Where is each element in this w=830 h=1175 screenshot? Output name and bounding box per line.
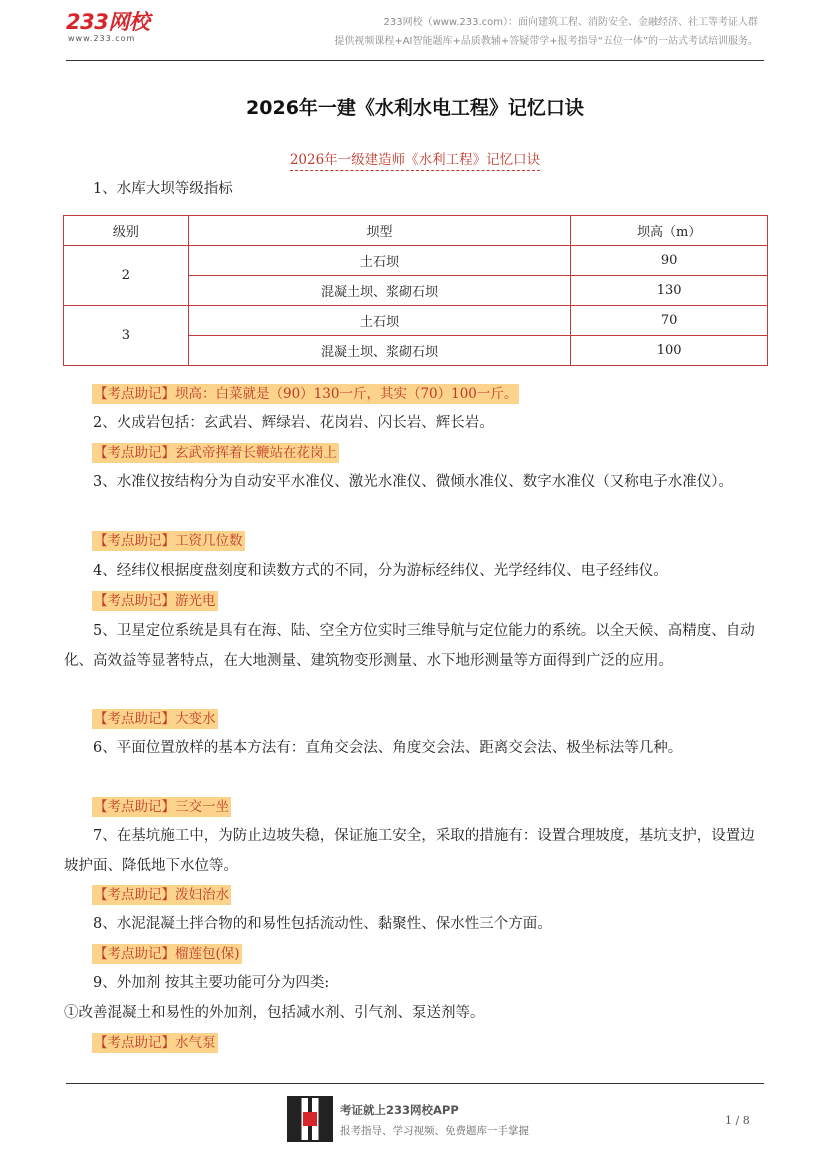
table-row (64, 306, 768, 336)
slogan-line-1: 233网校（www.233.com）：面向建筑工程、消防安全、金融经济、社工等考证人群 (383, 17, 758, 28)
height-cell: 130 (571, 276, 768, 306)
footer-app-slogan: 考证就上233网校APP (340, 1103, 459, 1117)
paragraph-5: 5、卫星定位系统是具有在海、陆、空全方位实时三维导航与定位能力的系统。以全天候、高精度、自动化、高效益等显著特点，在大地测量、建筑物变形测量、水下地形测量等方面得到广泛的应用。 (64, 623, 755, 669)
paragraph-4: 4、经纬仪根据度盘刻度和读数方式的不同，分为游标经纬仪、光学经纬仪、电子经纬仪。 (93, 563, 668, 579)
memory-tip-1: 【考点助记】坝高：白菜就是（90）130一斤，其实（70）100一斤。 (94, 386, 518, 402)
memory-tip-4: 【考点助记】游光电 (94, 593, 216, 609)
memory-tip-9: 【考点助记】水气泵 (94, 1035, 216, 1051)
memory-tip-6: 【考点助记】三交一坐 (94, 799, 229, 815)
paragraph-3: 3、水准仪按结构分为自动安平水准仪、激光水准仪、微倾水准仪、数字水准仪（又称电子水准仪）。 (93, 474, 733, 490)
level-cell: 3 (64, 306, 189, 366)
site-logo[interactable] (66, 10, 149, 43)
footer-app-desc: 报考指导、学习视频、免费题库一手掌握 (340, 1125, 529, 1137)
memory-tip-8: 【考点助记】榴莲包(保) (94, 946, 240, 962)
paragraph-2: 2、火成岩包括：玄武岩、辉绿岩、花岗岩、闪长岩、辉长岩。 (93, 415, 494, 431)
paragraph-8: 8、水泥混凝土拌合物的和易性包括流动性、黏聚性、保水性三个方面。 (93, 916, 552, 932)
document-title: 2026年一建《水利水电工程》记忆口诀 (246, 97, 584, 119)
slogan-line-2: 提供视频课程+AI智能题库+品质教辅+答疑带学+报考指导“五位一体”的一站式考试培训服务。 (334, 36, 758, 47)
footer-divider (66, 1083, 764, 1084)
paragraph-7: 7、在基坑施工中，为防止边坡失稳，保证施工安全，采取的措施有：设置合理坡度，基坑支护，设置边坡护面、降低地下水位等。 (64, 828, 755, 874)
type-cell: 混凝土坝、浆砌石坝 (188, 276, 570, 306)
header-cell-type: 坝型 (188, 216, 570, 246)
qr-code-icon[interactable] (287, 1096, 333, 1142)
header-cell-level: 级别 (64, 216, 189, 246)
header-cell-height: 坝高（m） (571, 216, 768, 246)
document-subtitle (0, 148, 830, 168)
type-cell: 混凝土坝、浆砌石坝 (188, 336, 570, 366)
height-cell: 70 (571, 306, 768, 336)
memory-tip-7: 【考点助记】泼妇治水 (94, 887, 229, 903)
table-header-row (64, 216, 768, 246)
dam-grade-table (63, 215, 768, 366)
type-cell: 土石坝 (188, 306, 570, 336)
memory-tip-2: 【考点助记】玄武帝挥着长鞭站在花岗上 (94, 445, 337, 461)
subtitle-text: 2026年一级建造师《水利工程》记忆口诀 (290, 152, 540, 171)
logo-url: www.233.com (68, 34, 136, 43)
header-slogan (334, 13, 758, 51)
logo-text: 233网校 (66, 10, 150, 34)
memory-tip-5: 【考点助记】大变水 (94, 711, 216, 727)
height-cell: 100 (571, 336, 768, 366)
table-row (64, 246, 768, 276)
header-divider (66, 60, 764, 61)
type-cell: 土石坝 (188, 246, 570, 276)
paragraph-6: 6、平面位置放样的基本方法有：直角交会法、角度交会法、距离交会法、极坐标法等几种。 (93, 740, 683, 756)
section-heading-1: 1、水库大坝等级指标 (93, 181, 233, 197)
height-cell: 90 (571, 246, 768, 276)
page-number: 1 / 8 (725, 1114, 750, 1127)
level-cell: 2 (64, 246, 189, 306)
paragraph-9: 9、外加剂 按其主要功能可分为四类: (93, 975, 330, 991)
memory-tip-3: 【考点助记】工资几位数 (94, 533, 243, 549)
page-header (0, 0, 830, 62)
paragraph-9-item-1: ①改善混凝土和易性的外加剂，包括减水剂、引气剂、泵送剂等。 (64, 1005, 485, 1021)
